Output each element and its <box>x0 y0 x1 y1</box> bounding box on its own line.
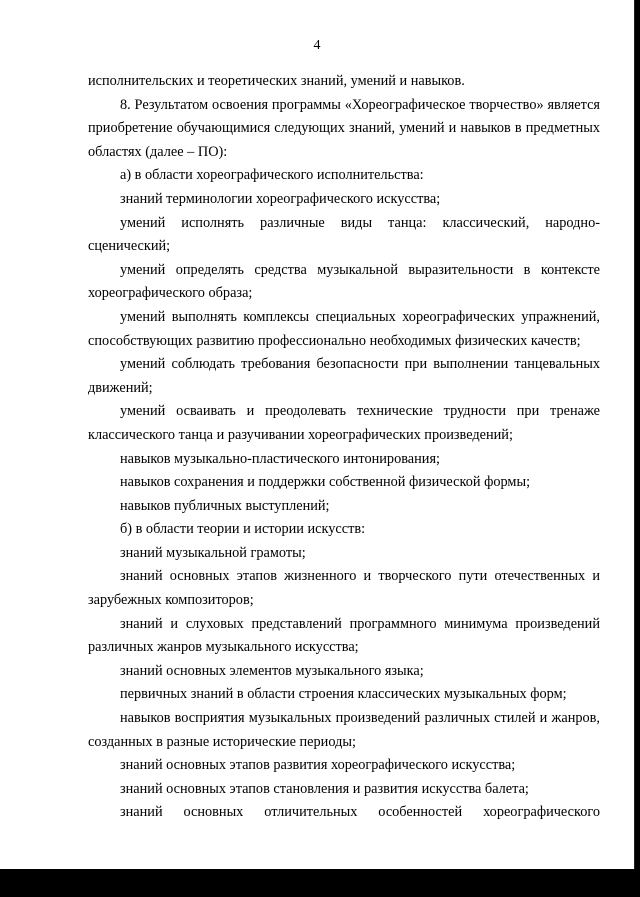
paragraph: знаний терминологии хореографического искусства; <box>120 190 441 207</box>
paragraph: знаний и слуховых представлений программного минимума произведений различных жанров музыкального искусства; <box>88 615 600 656</box>
paragraph: умений определять средства музыкальной выразительности в контексте хореографического образа; <box>88 261 600 302</box>
paragraph: знаний основных отличительных особенностей хореографического <box>120 804 600 821</box>
paragraph: знаний основных этапов жизненного и творческого пути отечественных и зарубежных композиторов; <box>88 568 600 609</box>
paragraph: знаний основных этапов развития хореографического искусства; <box>120 757 516 774</box>
paragraph: навыков сохранения и поддержки собственной физической формы; <box>120 474 531 491</box>
paragraph: а) в области хореографического исполнительства: <box>120 167 424 184</box>
paragraph: первичных знаний в области строения классических музыкальных форм; <box>120 686 567 703</box>
paragraph: знаний основных элементов музыкального языка; <box>120 662 424 679</box>
paragraph: умений исполнять различные виды танца: классический, народно-сценический; <box>88 214 600 255</box>
paragraph: умений соблюдать требования безопасности при выполнении танцевальных движений; <box>88 356 600 396</box>
paragraph: 8. Результатом освоения программы «Хореографическое творчество» является приобретение обучающимися следующих знаний, умений и навыков в предметных областях (далее – ПО): <box>88 96 600 160</box>
paragraph: знаний музыкальной грамоты; <box>120 544 306 561</box>
paragraph: умений выполнять комплексы специальных хореографических упражнений, способствующих развитию профессионально необходимых физических качеств; <box>88 308 600 349</box>
paragraph: исполнительских и теоретических знаний, умений и навыков. <box>88 73 465 89</box>
paragraph: б) в области теории и истории искусств: <box>120 521 366 538</box>
paragraph: знаний основных этапов становления и развития искусства балета; <box>120 780 529 797</box>
page-number: 4 <box>313 38 321 53</box>
paragraph: навыков музыкально-пластического интонирования; <box>120 450 440 467</box>
paragraph: умений осваивать и преодолевать технические трудности при тренаже классического танца и разучивании хореографических произведений; <box>88 403 600 443</box>
paragraph: навыков восприятия музыкальных произведений различных стилей и жанров, созданных в разные исторические периоды; <box>88 710 600 750</box>
document-body <box>88 70 600 825</box>
paragraph: навыков публичных выступлений; <box>120 497 330 514</box>
